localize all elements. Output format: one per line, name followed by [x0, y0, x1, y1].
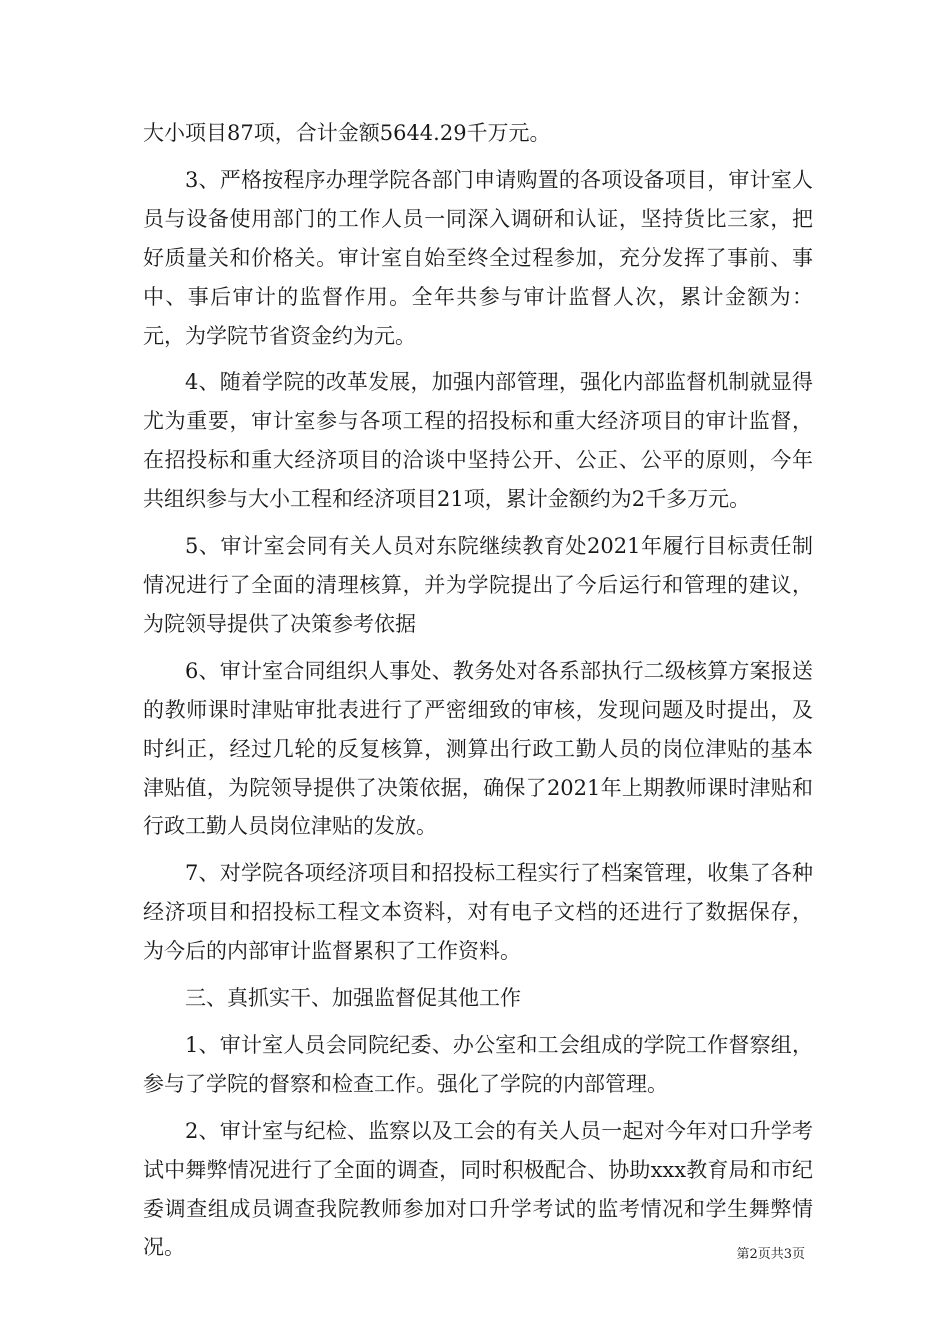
page-number-footer: 第2页共3页: [736, 1247, 805, 1262]
paragraph-section3-item-2: 2、审计室与纪检、监察以及工会的有关人员一起对今年对口升学考试中舞弊情况进行了全面的调查，同时积极配合、协助xxx教育局和市纪委调查组成员调查我院教师参加对口升学考试的监考情况和学生舞弊情况。: [143, 1118, 813, 1260]
paragraph-item-4: 4、随着学院的改革发展，加强内部管理，强化内部监督机制就显得尤为重要，审计室参与各项工程的招投标和重大经济项目的审计监督，在招投标和重大经济项目的洽谈中坚持公开、公正、公平的原则，今年共组织参与大小工程和经济项目21项，累计金额约为2千多万元。: [143, 370, 813, 512]
paragraph-item-7: 7、对学院各项经济项目和招投标工程实行了档案管理，收集了各种经济项目和招投标工程文本资料，对有电子文档的还进行了数据保存，为今后的内部审计监督累积了工作资料。: [143, 861, 813, 964]
paragraph-item-6: 6、审计室合同组织人事处、教务处对各系部执行二级核算方案报送的教师课时津贴审批表进行了严密细致的审核，发现问题及时提出，及时纠正，经过几轮的反复核算，测算出行政工勤人员的岗位津贴的基本津贴值，为院领导提供了决策依据，确保了2021年上期教师课时津贴和行政工勤人员岗位津贴的发放。: [143, 658, 813, 839]
section-heading-3: 三、真抓实干、加强监督促其他工作: [185, 986, 521, 1011]
document-body: [143, 114, 813, 1267]
paragraph-section3-item-1: 1、审计室人员会同院纪委、办公室和工会组成的学院工作督察组，参与了学院的督察和检查工作。强化了学院的内部管理。: [143, 1032, 813, 1096]
paragraph-item-3: 3、严格按程序办理学院各部门申请购置的各项设备项目，审计室人员与设备使用部门的工作人员一同深入调研和认证，坚持货比三家，把好质量关和价格关。审计室自始至终全过程参加，充分发挥了事前、事中、事后审计的监督作用。全年共参与审计监督人次，累计金额为：元，为学院节省资金约为元。: [143, 167, 813, 348]
paragraph-item-5: 5、审计室会同有关人员对东院继续教育处2021年履行目标责任制情况进行了全面的清理核算，并为学院提出了今后运行和管理的建议，为院领导提供了决策参考依据: [143, 534, 813, 636]
paragraph-continuation: 大小项目87项，合计金额5644.29千万元。: [143, 121, 551, 145]
